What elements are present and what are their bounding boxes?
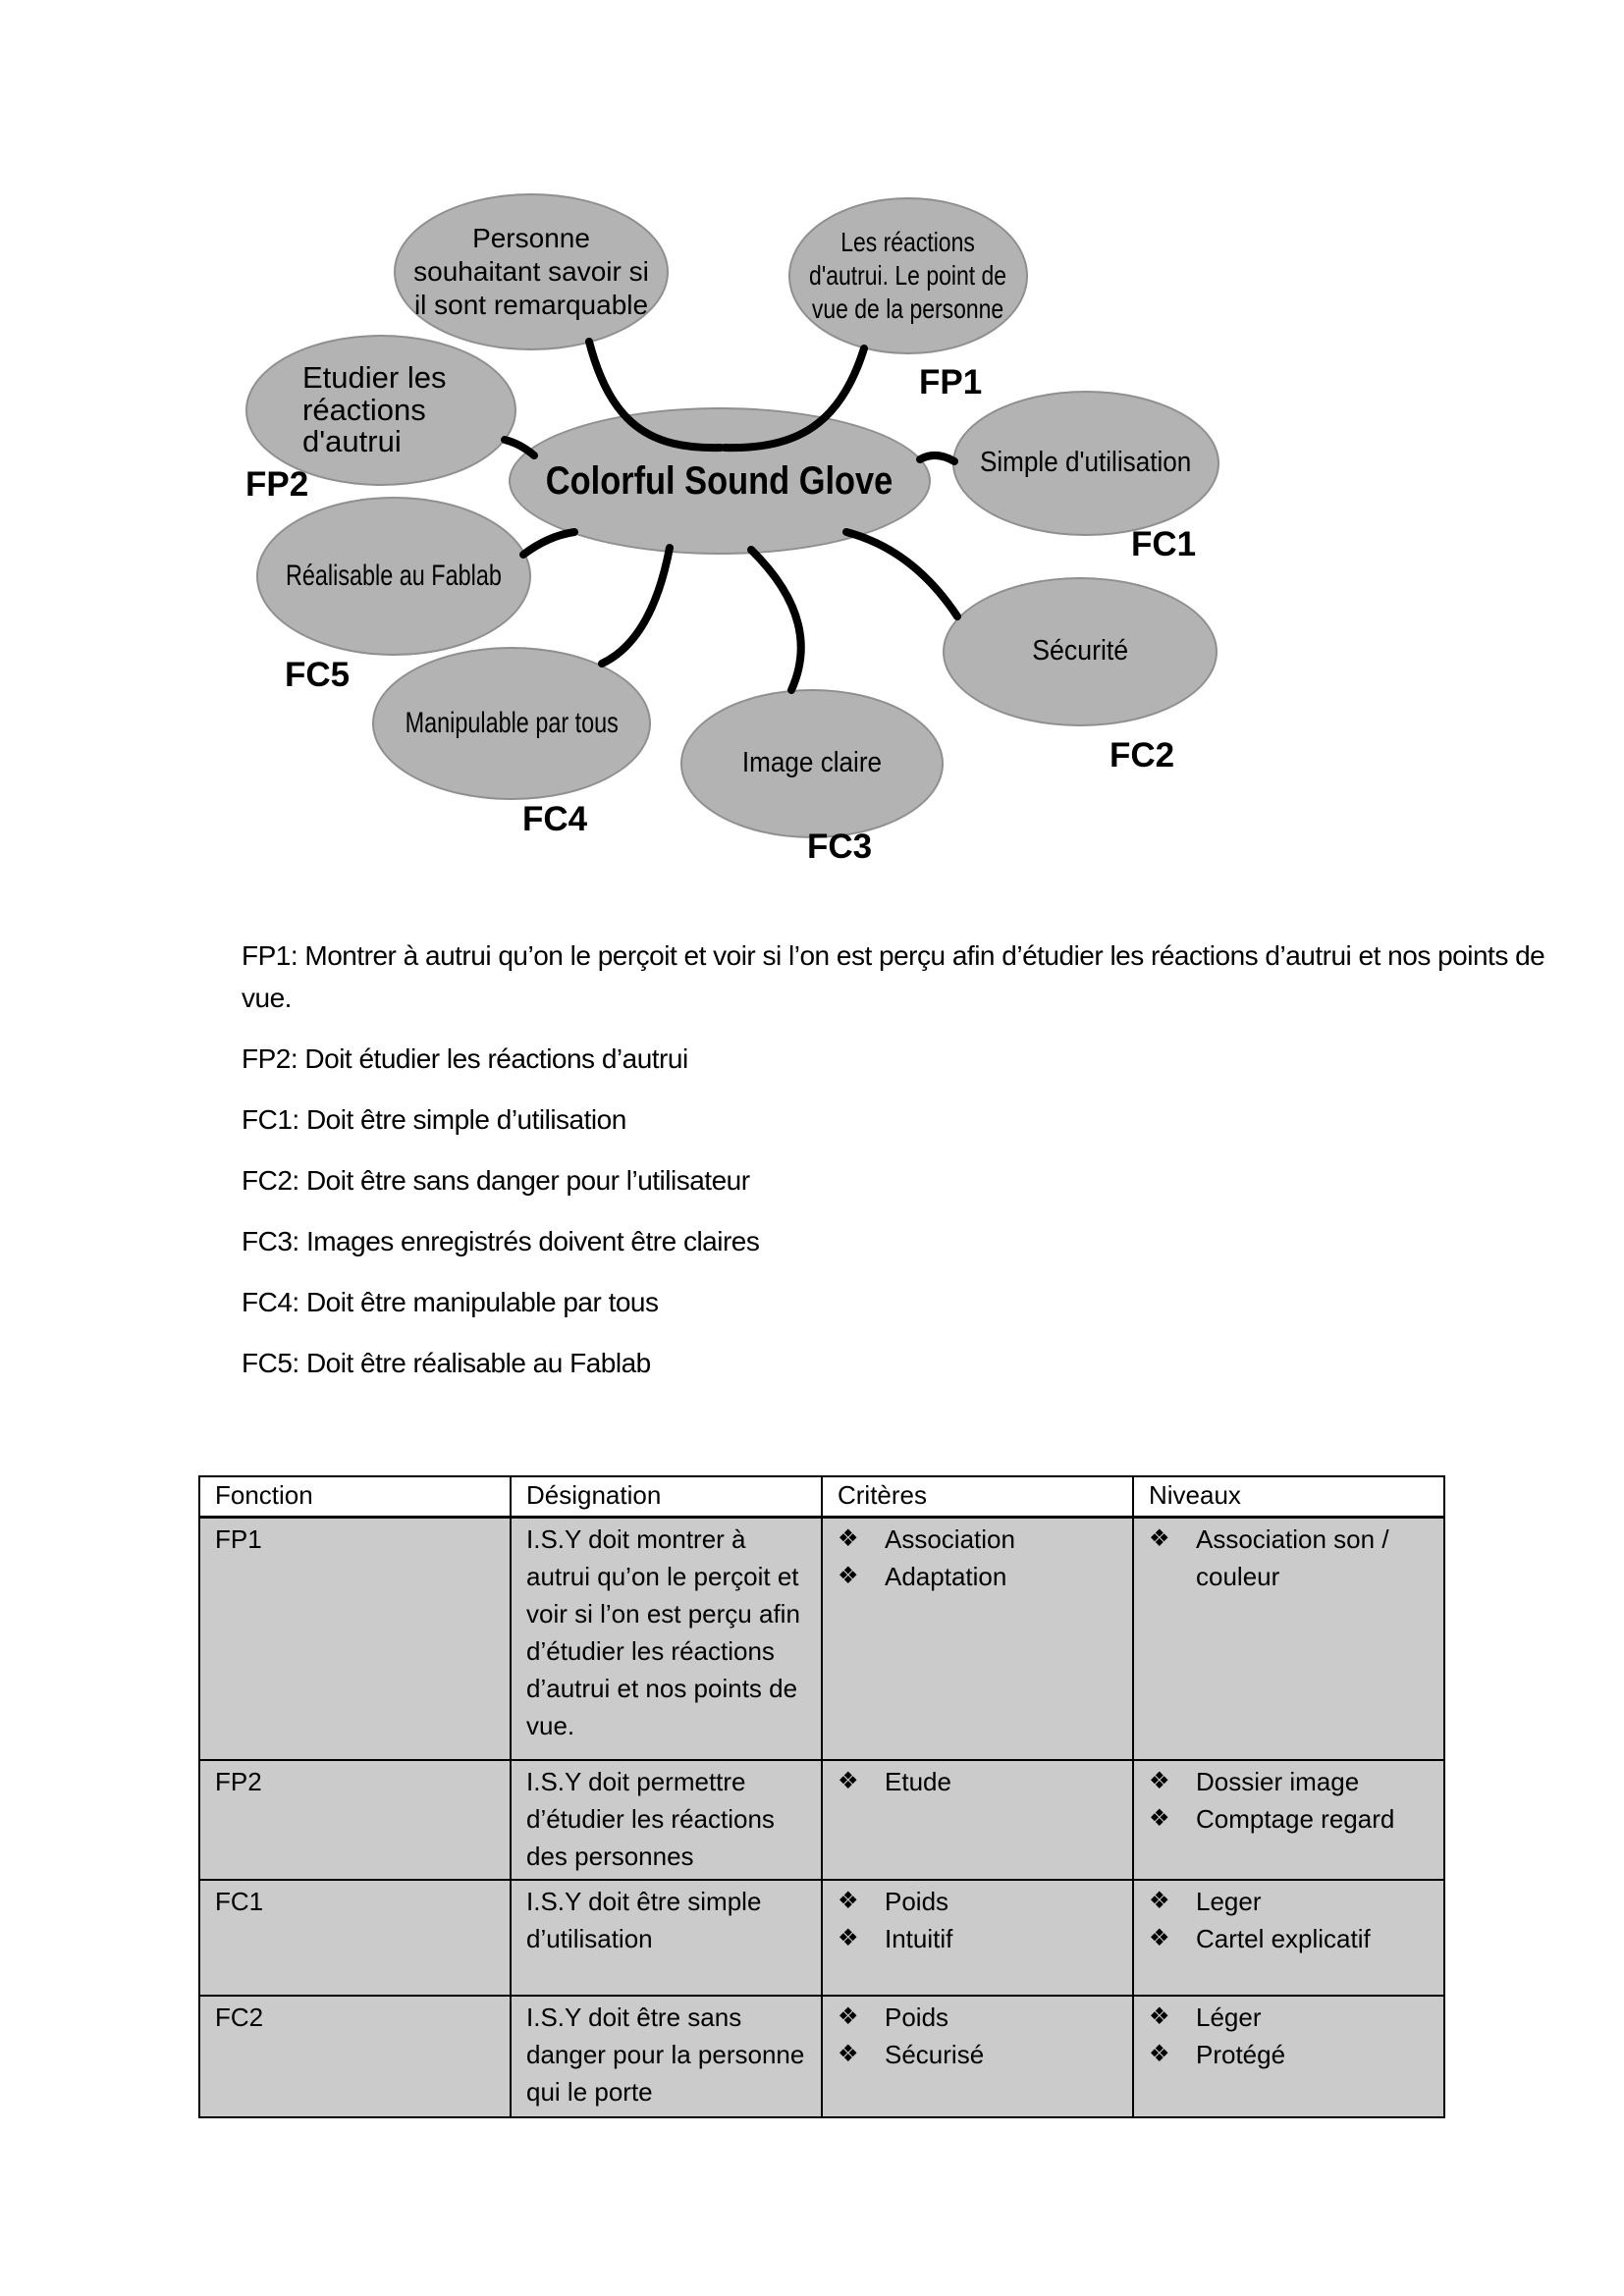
node-text-line: vue de la personne [812, 294, 1004, 325]
connector-fablab [523, 532, 574, 555]
connector-simple [920, 455, 954, 461]
node-text-line: souhaitant savoir si [413, 255, 649, 287]
diamond-bullet-icon: ❖ [838, 1888, 859, 1914]
node-text-line: Personne [472, 222, 590, 253]
paragraph-fc5: FC5: Doit être réalisable au Fablab [242, 1348, 651, 1378]
list-item: ❖ Adaptation [838, 1558, 1120, 1595]
cell-designation: I.S.Y doit permettre d’étudier les réactions des personnes [511, 1760, 822, 1880]
cell-fonction: FC2 [199, 1996, 511, 2117]
diamond-bullet-icon: ❖ [1149, 2041, 1170, 2067]
cell-designation: I.S.Y doit montrer à autrui qu’on le perçoit et voir si l’on est perçu afin d’étudier les réactions d’autrui et nos points de vue. [511, 1518, 822, 1761]
diamond-bullet-icon: ❖ [838, 1768, 859, 1794]
diagram-label-fp2: FP2 [245, 465, 309, 504]
connector-image-claire [751, 550, 801, 690]
list-item: ❖ Association son / couleur [1149, 1521, 1432, 1595]
list-item: ❖ Intuitif [838, 1920, 1120, 1957]
cell-criteres [822, 1880, 1133, 1996]
cell-niveaux [1133, 1518, 1444, 1761]
central-node-title: Colorful Sound Glove [546, 458, 893, 503]
diamond-bullet-icon: ❖ [1149, 2003, 1170, 2030]
diagram-label-fc4: FC4 [522, 800, 588, 838]
list-item: ❖ Léger [1149, 1999, 1432, 2036]
list-item: ❖ Poids [838, 1883, 1120, 1920]
cell-niveaux [1133, 1760, 1444, 1880]
node-ellipse-fablab [256, 497, 531, 656]
node-ellipse-securite [943, 577, 1218, 726]
list-item: ❖ Protégé [1149, 2036, 1432, 2073]
diamond-bullet-icon: ❖ [1149, 1805, 1170, 1832]
connector-manipulable [602, 548, 670, 664]
table-header-row [199, 1476, 1444, 1518]
paragraph-fc3: FC3: Images enregistrés doivent être claires [242, 1226, 760, 1256]
node-text [810, 226, 1007, 326]
paragraph-fc2: FC2: Doit être sans danger pour l’utilisateur [242, 1165, 750, 1196]
paragraph-fc1: FC1: Doit être simple d’utilisation [242, 1104, 626, 1135]
column-header-fonction: Fonction [199, 1476, 511, 1518]
cell-designation: I.S.Y doit être sans danger pour la personne qui le porte [511, 1996, 822, 2117]
list-item: ❖ Sécurisé [838, 2036, 1120, 2073]
list-item: ❖ Cartel explicatif [1149, 1920, 1432, 1957]
column-header-criteres: Critères [822, 1476, 1133, 1518]
cell-fonction: FP2 [199, 1760, 511, 1880]
node-text-line: Etudier les [302, 360, 447, 396]
node-text: Simple d'utilisation [980, 447, 1192, 479]
list-item: ❖ Dossier image [1149, 1763, 1432, 1800]
cell-niveaux [1133, 1880, 1444, 1996]
table-row [199, 1996, 1444, 2117]
diamond-bullet-icon: ❖ [1149, 1888, 1170, 1914]
diamond-bullet-icon: ❖ [1149, 1925, 1170, 1951]
node-text-line: réactions [302, 392, 426, 427]
list-item: ❖ Etude [838, 1763, 1120, 1800]
cell-fonction: FC1 [199, 1880, 511, 1996]
node-ellipse-reactions [788, 197, 1028, 354]
cell-designation: I.S.Y doit être simple d’utilisation [511, 1880, 822, 1996]
diagram-label-fc2: FC2 [1110, 736, 1175, 774]
node-text [413, 222, 649, 322]
node-ellipse-simple-utilisation [952, 391, 1219, 536]
paragraph-fp2: FP2: Doit étudier les réactions d’autrui [242, 1043, 688, 1074]
node-text: Image claire [741, 747, 883, 779]
cell-niveaux [1133, 1996, 1444, 2117]
diamond-bullet-icon: ❖ [838, 2041, 859, 2067]
node-ellipse-etudier [245, 335, 516, 486]
list-item: ❖ Comptage regard [1149, 1800, 1432, 1838]
node-text: Manipulable par tous [405, 706, 619, 739]
diamond-bullet-icon: ❖ [1149, 1525, 1170, 1552]
diagram-label-fc5: FC5 [285, 656, 351, 694]
diagram-label-fc3: FC3 [807, 828, 873, 866]
diamond-bullet-icon: ❖ [838, 1563, 859, 1589]
diagram-label-fc1: FC1 [1131, 525, 1197, 563]
column-header-designation: Désignation [511, 1476, 822, 1518]
diamond-bullet-icon: ❖ [838, 2003, 859, 2030]
table-row [199, 1518, 1444, 1761]
diagram-label-fp1: FP1 [919, 363, 983, 401]
diamond-bullet-icon: ❖ [1149, 1768, 1170, 1794]
function-descriptions [242, 934, 1562, 1403]
node-ellipse-central [509, 407, 931, 555]
paragraph-fc4: FC4: Doit être manipulable par tous [242, 1287, 659, 1317]
list-item: ❖ Association [838, 1521, 1120, 1558]
list-item: ❖ Leger [1149, 1883, 1432, 1920]
node-text: Sécurité [1032, 635, 1128, 667]
table-row [199, 1760, 1444, 1880]
node-text-line: Les réactions [840, 226, 976, 257]
connector-securite [846, 532, 957, 616]
paragraph-fp1: FP1: Montrer à autrui qu’on le perçoit et voir si l’on est perçu afin d’étudier les réactions d’autrui et nos points de vue. [242, 940, 1545, 1013]
node-ellipse-manipulable [372, 647, 651, 800]
specifications-table [198, 1475, 1445, 2118]
node-ellipse-image-claire [680, 689, 944, 838]
diamond-bullet-icon: ❖ [838, 1525, 859, 1552]
diamond-bullet-icon: ❖ [838, 1925, 859, 1951]
cell-criteres [822, 1996, 1133, 2117]
list-item: ❖ Poids [838, 1999, 1120, 2036]
column-header-niveaux: Niveaux [1133, 1476, 1444, 1518]
table-row [199, 1880, 1444, 1996]
node-ellipse-personne [394, 193, 669, 350]
cell-fonction: FP1 [199, 1518, 511, 1761]
node-text-line: d'autrui. Le point de [809, 259, 1007, 291]
node-text: Réalisable au Fablab [286, 559, 502, 592]
node-text-line: d'autrui [302, 424, 402, 459]
cell-criteres [822, 1518, 1133, 1761]
node-text [247, 362, 446, 458]
cell-criteres [822, 1760, 1133, 1880]
node-text-line: il sont remarquable [413, 290, 649, 321]
